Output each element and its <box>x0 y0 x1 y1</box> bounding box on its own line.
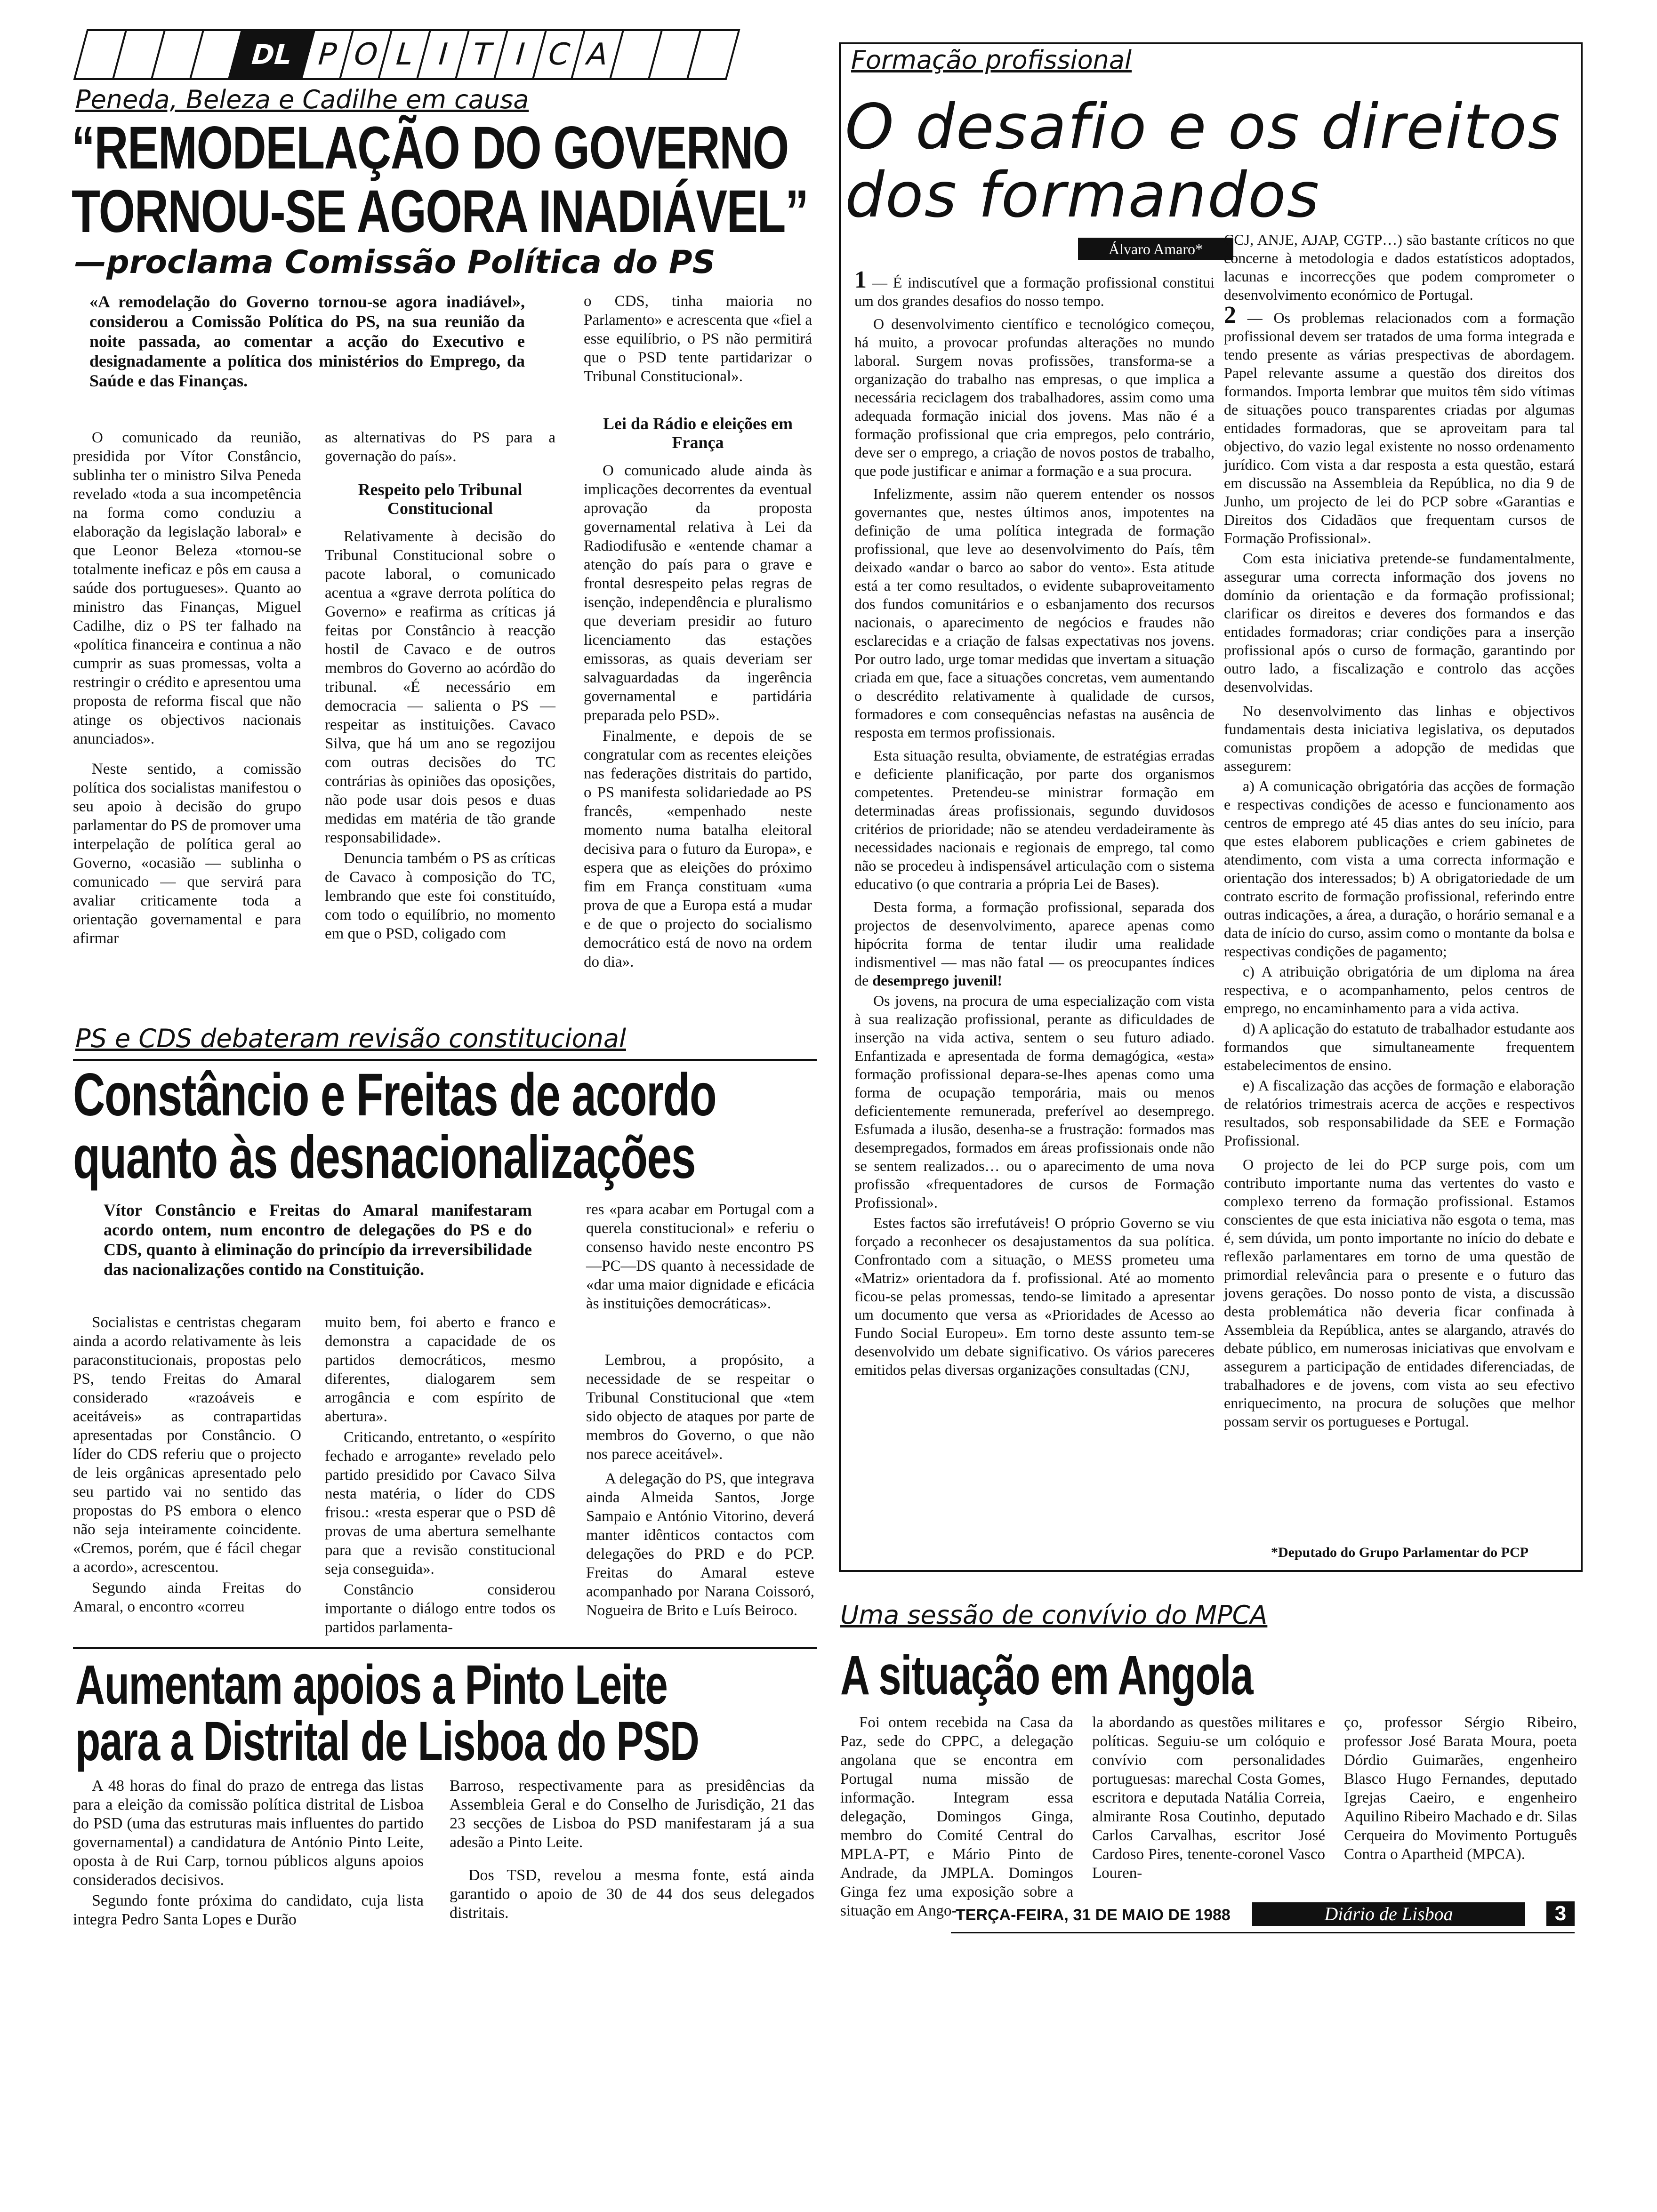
article5-column2 <box>1092 1713 1325 1883</box>
article3-column1 <box>73 1777 424 1929</box>
masthead-letter: C <box>532 29 586 80</box>
article1-lede: «A remodelação do Governo tornou-se agora inadiável», considerou a Comissão Política do PS, na sua reunião da noite passada, ao comentar a acção do Executivo e designadamente a política dos ministérios do Emprego, da Saúde e das Finanças. <box>89 292 525 390</box>
paragraph: A delegação do PS, que integrava ainda Almeida Santos, Jorge Sampaio e António Vitorino, deverá manter idênticos contactos com delegações do PRD e do PCP. Freitas do Amaral esteve acompanhado por Narana Coissoró, Nogueira de Brito e Luís Beiroco. <box>586 1470 814 1619</box>
paragraph: O desenvolvimento científico e tecnológico começou, há muito, a provocar profundas alterações no mundo laboral. Surgem novas profissões, transforma-se a organização do trabalho nas empresas, o que implica a necessária reciclagem dos trabalhadores, assim como uma adequada formação inicial dos jovens. Mas não é a formação profissional que cria empregos, pelo contrário, deve ser o emprego, a criação de novos postos de trabalho, que pode justificar e animar a formação e a sua procura. <box>854 315 1215 479</box>
paragraph: a) A comunicação obrigatória das acções de formação e respectivas condições de acesso e funcionamento aos centros de emprego até 45 dias antes do seu início, para que estes elaborem publicações e criem gabinetes de atendimento, com vista a uma correcta informação e orientação dos interessados; b) A obrigatoriedade de um contrato escrito de formação profissional, referindo entre outras indicações, a área, a duração, o horário semanal e a data de início do curso, assim como o montante da bolsa e respectivas condições de pagamento; <box>1224 777 1575 960</box>
article2-lede: Vítor Constâncio e Freitas do Amaral manifestaram acordo ontem, num encontro de delegações do PS e do CDS, quanto à eliminação do princípio da irreversibilidade das nacionalizações contido na Constituição. <box>104 1201 532 1279</box>
paragraph: o CDS, tinha maioria no Parlamento» e acrescenta que «fiel a esse equilíbrio, o PS não permitirá que o PSD tente partidarizar o Tribunal Constitucional». <box>584 293 812 385</box>
footer-rule <box>951 1932 1575 1933</box>
paragraph: Socialistas e centristas chegaram ainda a acordo relativamente às leis paraconstitucionais, propostas pelo PS, tendo Freitas do Amaral considerado «razoáveis e aceitáveis» as contrapartidas apresentadas por Constâncio. O líder do CDS referiu que o projecto de leis orgânicas apresentado pelo seu partido vai no sentido das propostas do PS embora o elenco não seja inteiramente coincidente. «Cremos, porém, que é fácil chegar a acordo», acrescentou. <box>73 1314 301 1576</box>
paragraph: Segundo ainda Freitas do Amaral, o encontro «correu <box>73 1579 301 1615</box>
divider <box>73 1059 817 1061</box>
paragraph: Lembrou, a propósito, a necessidade de se respeitar o Tribunal Constitucional que «tem sido objecto de ataques por parte de membros do Governo, o que não nos parece aceitável». <box>586 1352 814 1463</box>
article5-headline: A situação em Angola <box>840 1644 1253 1707</box>
footer-date: TERÇA-FEIRA, 31 DE MAIO DE 1988 <box>956 1906 1231 1924</box>
paragraph: ço, professor Sérgio Ribeiro, professor José Barata Moura, poeta Dórdio Guimarães, engenheiro Blasco Hugo Fernandes, deputado Igrejas Caeiro, e engenheiro Aquilino Ribeiro Machado e dr. Silas Cerqueira do Movimento Português Contra o Apartheid (MPCA). <box>1344 1714 1577 1863</box>
paragraph: O comunicado alude ainda às implicações decorrentes da eventual aprovação da proposta governamental relativa à Lei da Radiodifusão e «entende chamar a atenção do país para o grave e frontal desrespeito pelas regras de isenção, independência e pluralismo que deveriam presidir ao futuro licenciamento das estações emissoras, as quais deveriam ser salvaguardadas da ingerência governamental e partidária preparada pelo PSD». <box>584 462 812 724</box>
paragraph <box>1224 302 1575 547</box>
paragraph: Esta situação resulta, obviamente, de estratégias erradas e deficiente planificação, por parte dos organismos competentes. Pretendeu-se ministrar formação em determinadas áreas profissionais, segundo duvidosos critérios de prioridade; não se atendeu verdadeiramente às necessidades nacionais e regionais de emprego, tal como não se procedeu à indispensável articulação com o sistema educativo (o que contraria a própria Lei de Bases). <box>854 747 1215 892</box>
paragraph: Segundo fonte próxima do candidato, cuja lista integra Pedro Santa Lopes e Durão <box>73 1892 424 1928</box>
article4-column2 <box>1224 231 1575 1431</box>
divider <box>73 1647 817 1649</box>
paragraph: O comunicado da reunião, presidida por Vítor Constâncio, sublinha ter o ministro Silva Peneda revelado «toda a sua incompetência na forma como conduziu a elaboração da legislação laboral» e que Leonor Beleza «tornou-se totalmente ineficaz e pôs em causa a saúde dos portugueses». Quanto ao ministro das Finanças, Miguel Cadilhe, diz o PS ter falhado na «política financeira e continua a não cumprir as suas promessas, volta a restringir o crédito e apresentou uma proposta de reforma fiscal que não atinge os objectivos nacionais anunciados». <box>73 429 301 747</box>
article5-column3 <box>1344 1713 1577 1864</box>
masthead-letter: I <box>416 29 470 80</box>
article1-headline-line1: “REMODELAÇÃO DO GOVERNO <box>72 114 788 182</box>
masthead-letter: O <box>339 29 393 80</box>
section-number: 1 <box>854 266 867 293</box>
paragraph: CCJ, ANJE, AJAP, CGTP…) são bastante críticos no que concerne à metodologia e dados estatísticos adoptados, lacunas e incorrecções que podem comprometer o desenvolvimento económico de Portugal. <box>1224 231 1575 303</box>
subhead: Respeito pelo Tribunal Constitucional <box>358 480 523 518</box>
article1-headline-line2: TORNOU-SE AGORA INADIÁVEL” <box>72 178 808 245</box>
paragraph: as alternativas do PS para a governação do país». <box>325 429 555 465</box>
masthead-letter: L <box>378 29 432 80</box>
article5-kicker: Uma sessão de convívio do MPCA <box>840 1600 1268 1630</box>
paragraph: Criticando, entretanto, o «espírito fechado e arrogante» revelado pelo partido presidido por Cavaco Silva nesta matéria, o líder do CDS frisou.: «resta esperar que o PSD dê provas de uma abertura semelhante para que a revisão constitucional seja conseguida». <box>325 1429 555 1578</box>
paragraph: Dos TSD, revelou a mesma fonte, está ainda garantido o apoio de 30 de 44 dos seus delegados distritais. <box>450 1867 814 1922</box>
paragraph: A 48 horas do final do prazo de entrega das listas para a eleição da comissão política distrital de Lisboa do PSD (uma das estruturas mais influentes do partido governamental) a candidatura de António Pinto Leite, oposta à de Rui Carp, tornou públicos alguns apoios considerados decisivos. <box>73 1777 424 1889</box>
article2-column1 <box>73 1313 301 1616</box>
paragraph: la abordando as questões militares e políticas. Seguiu-se um colóquio e convívio com personalidades portuguesas: marechal Costa Gomes, escritora e deputada Natália Correia, almirante Rosa Coutinho, deputado Carlos Carvalhas, escritor José Cardoso Pires, tenente-coronel Vasco Louren- <box>1092 1714 1325 1882</box>
article1-column2 <box>325 428 555 943</box>
article3-headline-line2: para a Distrital de Lisboa do PSD <box>75 1710 699 1772</box>
paragraph: e) A fiscalização das acções de formação e elaboração de relatórios trimestrais acerca de acções e respectivos resultados, sob responsabilidade da SEE e Formação Profissional. <box>1224 1077 1575 1149</box>
paragraph: Foi ontem recebida na Casa da Paz, sede do CPPC, a delegação angolana que se encontra em Portugal numa missão de informação. Integram essa delegação, Domingos Ginga, membro do Comité Central do MPLA-PT, e Mário Pinto de Andrade, da JMPLA. Domingos Ginga fez uma exposição sobre a situação em Ango- <box>840 1714 1073 1919</box>
paragraph-text: — É indiscutível que a formação profissional constitui um dos grandes desafios do nosso tempo. <box>854 274 1215 309</box>
article2-column3-top <box>586 1200 814 1313</box>
paragraph: Denuncia também o PS as críticas de Cavaco à composição do TC, lembrando que este foi constituído, com todo o equilíbrio, no momento em que o PSD, coligado com <box>325 850 555 942</box>
paragraph: Barroso, respectivamente para as presidências da Assembleia Geral e do Conselho de Jurisdição, 21 das 23 secções de Lisboa do PSD manifestaram já a sua adesão a Pinto Leite. <box>450 1777 814 1851</box>
paragraph: Infelizmente, assim não querem entender os nossos governantes que, nestes últimos anos, impotentes na definição de uma política integrada de formação profissional, que leve ao desenvolvimento do País, têm deixado «andar o barco ao sabor do vento». Esta atitude está a ter como resultados, o evidente subaproveitamento dos fundos comunitários e o esbanjamento dos recursos nacionais, o aparecimento de negócios e fraudes não esclarecidas e a criação de falsas expectativas nos jovens. Por outro lado, urge tomar medidas que invertam a situação criada em que, face a situações concretas, vem aumentando o descrédito relativamente à qualidade de cursos, formadores e com consequências nefastas na ausência de resposta em termos profissionais. <box>854 485 1215 741</box>
article2-column2 <box>325 1313 555 1637</box>
article2-column3 <box>586 1351 814 1620</box>
article1-kicker: Peneda, Beleza e Cadilhe em causa <box>75 85 529 114</box>
paragraph <box>854 266 1215 310</box>
paragraph: Relativamente à decisão do Tribunal Constitucional sobre o pacote laboral, o comunicado acentua a «grave derrota política do Governo» e reafirma as críticas já feitas por Constâncio à reacção hostil de Cavaco e de outros membros do Governo ao acórdão do tribunal. «É necessário em democracia — salienta o PS — respeitar as instituições. Cavaco Silva, que há um ano se regozijou com outras decisões do TC contrárias às opiniões das oposições, não pode usar dois pesos e duas medidas em matéria de tão grande responsabilidade». <box>325 528 555 846</box>
paragraph: O projecto de lei do PCP surge pois, com um contributo importante numa das vertentes do vasto e complexo terreno da formação profissional. Estamos conscientes de que esta iniciativa não esgota o tema, mas é, sem dúvida, um ponto importante no início do debate e reflexão parlamentares em torno de uma questão de primordial relevância para o presente e o futuro das jovens gerações. Do nosso ponto de vista, a discussão desta problemática não deveria ficar confinada à Assembleia da República, antes se alargando, através do debate público, em numerosas iniciativas que envolvam e assegurem a participação de entidades diferenciadas, de trabalhadores e de jovens, com vista ao seu efectivo enriquecimento, na procura de soluções que melhor possam servir os portugueses e Portugal. <box>1224 1156 1575 1430</box>
paragraph: No desenvolvimento das linhas e objectivos fundamentais desta iniciativa legislativa, os deputados comunistas propõem a adopção de medidas que assegurem: <box>1224 702 1575 774</box>
masthead-letter: P <box>300 29 354 80</box>
article4-column1 <box>854 266 1215 1379</box>
masthead-letter: A <box>571 29 625 80</box>
article4-footnote: *Deputado do Grupo Parlamentar do PCP <box>1271 1545 1528 1560</box>
paragraph: res «para acabar em Portugal com a querela constitucional» e referiu o consenso havido neste encontro PS—PC—DS quanto à necessidade de «dar uma maior dignidade e eficácia às instituições democráticas». <box>586 1201 814 1312</box>
section-masthead <box>80 29 814 80</box>
paragraph-text: — Os problemas relacionados com a formação profissional devem ser tratados de uma forma integrada e tendo presente as várias prespectivas de abordagem. Papel relevante assume a questão dos direitos dos formandos. Importa lembrar que muitos têm sido vítimas de situações pouco transparentes criadas por algumas entidades formadoras, que se aproveitam para tal objectivo, do vazio legal existente no nosso ordenamento jurídico. Com vista a dar resposta a esta questão, estará em discussão na Assembleia da República, no dia 9 de Junho, um projecto de lei do PCP sobre «Garantias e Direitos dos Cidadãos que frequentam cursos de Formação Profissional». <box>1224 309 1575 546</box>
article3-column2 <box>450 1777 814 1923</box>
footer-paper-name: Diário de Lisboa <box>1252 1902 1525 1926</box>
paragraph: muito bem, foi aberto e franco e demonstra a capacidade de os partidos democráticos, mesmo diferentes, dialogarem sem arrogância e com espírito de abertura». <box>325 1314 555 1425</box>
section-number: 2 <box>1224 302 1236 329</box>
paragraph <box>854 898 1215 990</box>
paragraph: Com esta iniciativa pretende-se fundamentalmente, assegurar uma correcta informação dos jovens no domínio da orientação e da formação profissional; clarificar os direitos e deveres dos formandos e das entidades formadoras; criar condições para a inserção profissional após o curso de formação, garantindo por outro lado, a fiscalização e controlo das acções desenvolvidas. <box>1224 550 1575 695</box>
article2-headline-line1: Constâncio e Freitas de acordo <box>73 1061 716 1129</box>
masthead-letter: I <box>493 29 547 80</box>
article1-subtitle: —proclama Comissão Política do PS <box>74 244 716 281</box>
article5-column1 <box>840 1713 1073 1920</box>
article4-byline: Álvaro Amaro* <box>1078 238 1233 260</box>
emphasis: desemprego juvenil! <box>872 972 1003 989</box>
paragraph: Finalmente, e depois de se congratular com as recentes eleições nas federações distritais do partido, o PS manifesta solidariedade ao PS francês, «empenhado neste momento numa batalha eleitoral decisiva para o futuro da Europa», e espera que as eleições do próximo fim em França constituam «uma prova de que a Europa está a mudar e de que o projecto do socialismo democrático está de novo na ordem do dia». <box>584 728 812 970</box>
subhead: Lei da Rádio e eleições em França <box>603 414 793 452</box>
paragraph: d) A aplicação do estatuto de trabalhador estudante aos formandos que simultaneamente frequentem estabelecimentos de ensino. <box>1224 1020 1575 1074</box>
article4-headline-line2: dos formandos <box>845 159 1320 232</box>
masthead-logo: DL <box>228 29 316 80</box>
masthead-letter: T <box>455 29 509 80</box>
paragraph: Os jovens, na procura de uma especialização com vista à sua realização profissional, perante as dificuldades de inserção na vida activa, sentem o seu futuro adiado. Enfantizada e apresentada de forma demagógica, «esta» formação profissional depara-se-lhes apenas como uma forma de ocupação temporária, mais ou menos deficientemente remunerada, preferível ao desemprego. Esfumada a ilusão, desenha-se a frustração: formados mas desempregados, formados em áreas profissionais onde não se sentem realizados… ou o aparecimento de uma nova profissão «frequentadores de cursos de Formação Profissional». <box>854 992 1215 1211</box>
paragraph: Estes factos são irrefutáveis! O próprio Governo se viu forçado a reconhecer os desajustamentos da sua política. Confrontado com a situação, o MESS prometeu uma «Matriz» orientadora da f. profissional. Até ao momento ficou-se pelas promessas, tendo-se limitado a apresentar um documento que versa as «Prioridades de Acesso ao Fundo Social Europeu». Em torno deste assunto tem-se desenvolvido um debate significativo. Os vários pareceres emitidos pelas diversas organizações consultadas (CNJ, <box>854 1214 1215 1378</box>
article4-kicker: Formação profissional <box>851 45 1132 75</box>
article4-headline-line1: O desafio e os direitos <box>845 91 1561 163</box>
paragraph: Neste sentido, a comissão política dos socialistas manifestou o seu apoio à decisão do grupo parlamentar do PS de promover uma interpelação de política geral ao Governo, «ocasião — sublinha o comunicado — que servirá para avaliar criticamente toda a orientação governamental e para afirmar <box>73 761 301 947</box>
paragraph-text: Desta forma, a formação profissional, separada dos projectos de desenvolvimento, aparece apenas como hipócrita forma de tentar iludir uma realidade indismentivel — mas não fatal — os preocupantes índices de <box>854 898 1215 989</box>
article1-column3 <box>584 414 812 971</box>
article2-kicker: PS e CDS debateram revisão constitucional <box>75 1024 626 1053</box>
footer-page-number: 3 <box>1546 1901 1575 1926</box>
paragraph: Constâncio considerou importante o diálogo entre todos os partidos parlamenta- <box>325 1581 555 1636</box>
article1-column3-top <box>584 292 812 386</box>
paragraph: c) A atribuição obrigatória de um diploma na área respectiva, e o acompanhamento, pelos centros de emprego, no encaminhamento para a vida activa. <box>1224 963 1575 1017</box>
article2-headline-line2: quanto às desnacionalizações <box>73 1124 695 1191</box>
article1-column1 <box>73 428 301 948</box>
article3-headline-line1: Aumentam apoios a Pinto Leite <box>75 1654 668 1716</box>
